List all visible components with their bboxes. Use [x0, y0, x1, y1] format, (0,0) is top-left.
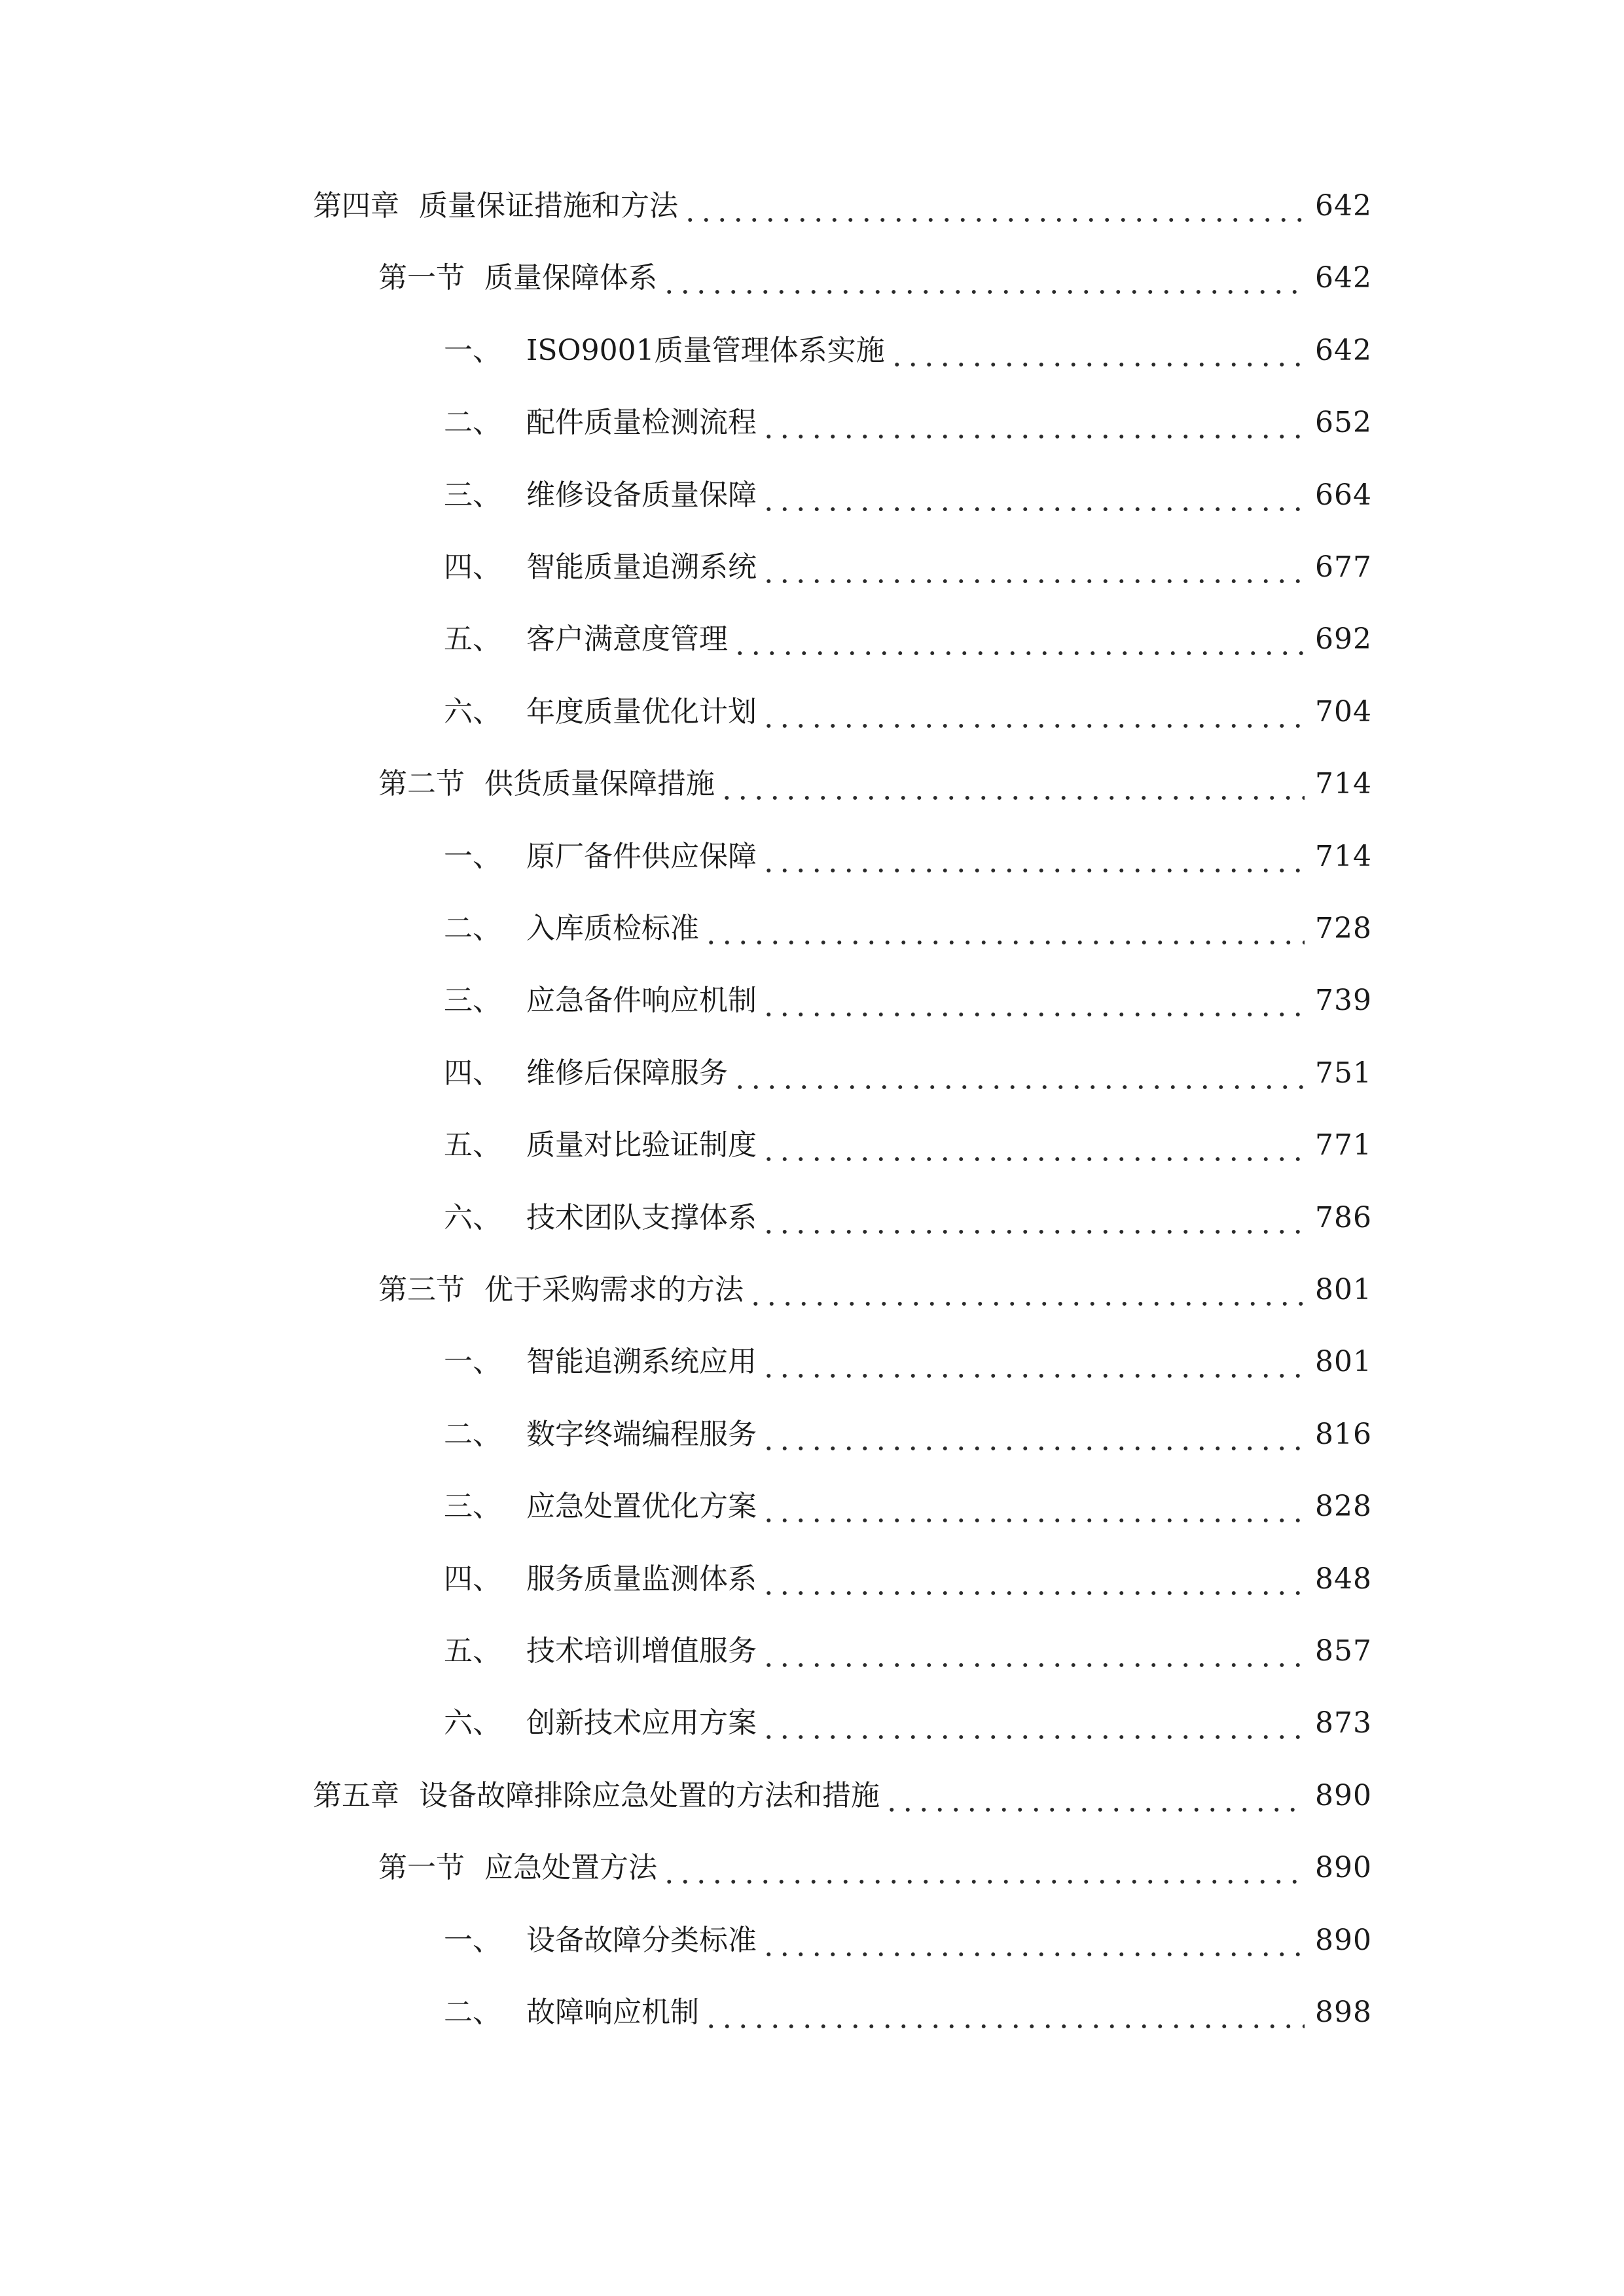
dot-leader — [732, 616, 1305, 663]
toc-entry-title: 服务质量监测体系 — [526, 1562, 757, 1596]
toc-entry-title: 应急处置优化方案 — [526, 1490, 757, 1524]
toc-entry-number: 六、 — [444, 1706, 501, 1740]
toc-entry-page-number: 677 — [1315, 550, 1372, 584]
toc-entry-number: 二、 — [444, 406, 501, 440]
dot-leader — [732, 1050, 1305, 1097]
toc-entry-page-number: 728 — [1315, 912, 1372, 945]
toc-entry-number: 第三节 — [378, 1273, 465, 1306]
toc-entry-title: 设备故障排除应急处置的方法和措施 — [419, 1778, 880, 1812]
toc-entry[interactable] — [313, 1772, 1372, 1820]
toc-entry[interactable] — [444, 1700, 1372, 1747]
toc-entry-number: 第二节 — [378, 767, 465, 801]
toc-entry-title: 应急处置方法 — [484, 1851, 657, 1885]
toc-entry-page-number: 828 — [1315, 1490, 1372, 1524]
dot-leader — [748, 1266, 1305, 1314]
toc-entry-page-number: 714 — [1315, 767, 1372, 801]
toc-entry[interactable] — [378, 255, 1372, 302]
dot-leader — [761, 689, 1305, 736]
toc-entry[interactable] — [444, 833, 1372, 880]
dot-leader — [661, 255, 1305, 302]
toc-entry-title: 创新技术应用方案 — [526, 1706, 757, 1740]
toc-entry-number: 第五章 — [313, 1778, 399, 1812]
toc-entry-title: 技术培训增值服务 — [526, 1634, 757, 1668]
toc-entry-number: 一、 — [444, 839, 501, 873]
toc-entry[interactable] — [444, 1628, 1372, 1675]
toc-entry-page-number: 692 — [1315, 622, 1372, 656]
dot-leader — [682, 183, 1305, 230]
toc-entry-title: 优于采购需求的方法 — [484, 1273, 744, 1306]
toc-entry-page-number: 898 — [1315, 1996, 1372, 2029]
toc-entry-number: 四、 — [444, 1056, 501, 1090]
toc-entry-page-number: 786 — [1315, 1200, 1372, 1234]
toc-entry[interactable] — [378, 761, 1372, 808]
toc-entry[interactable] — [444, 327, 1372, 374]
dot-leader — [761, 1628, 1305, 1675]
dot-leader — [703, 905, 1305, 952]
toc-entry-number: 五、 — [444, 1634, 501, 1668]
toc-entry-title: 供货质量保障措施 — [484, 767, 715, 801]
toc-entry[interactable] — [444, 472, 1372, 519]
toc-entry-page-number: 857 — [1315, 1634, 1372, 1668]
toc-entry-page-number: 801 — [1315, 1273, 1372, 1306]
toc-entry[interactable] — [444, 1483, 1372, 1530]
dot-leader — [719, 761, 1305, 808]
dot-leader — [761, 1122, 1305, 1169]
toc-entry-page-number: 652 — [1315, 406, 1372, 440]
dot-leader — [761, 1338, 1305, 1386]
toc-entry[interactable] — [444, 1411, 1372, 1458]
toc-entry-number: 三、 — [444, 984, 501, 1018]
toc-entry-page-number: 801 — [1315, 1345, 1372, 1379]
toc-entry-number: 四、 — [444, 550, 501, 584]
toc-entry-page-number: 714 — [1315, 839, 1372, 873]
toc-entry[interactable] — [444, 1122, 1372, 1169]
toc-entry-title: ISO9001质量管理体系实施 — [526, 333, 885, 367]
dot-leader — [884, 1772, 1305, 1820]
toc-entry-number: 二、 — [444, 912, 501, 945]
toc-entry-page-number: 751 — [1315, 1056, 1372, 1090]
toc-entry[interactable] — [444, 1194, 1372, 1242]
dot-leader — [761, 1700, 1305, 1747]
dot-leader — [761, 1917, 1305, 1964]
toc-entry-title: 配件质量检测流程 — [526, 406, 757, 440]
toc-entry-number: 二、 — [444, 1417, 501, 1451]
dot-leader — [761, 1411, 1305, 1458]
toc-entry-page-number: 642 — [1315, 333, 1372, 367]
toc-entry-number: 一、 — [444, 333, 501, 367]
toc-entry-title: 技术团队支撑体系 — [526, 1200, 757, 1234]
toc-entry[interactable] — [444, 399, 1372, 446]
dot-leader — [761, 1483, 1305, 1530]
toc-entry-number: 第四章 — [313, 189, 399, 223]
toc-entry-title: 设备故障分类标准 — [526, 1923, 757, 1957]
dot-leader — [761, 472, 1305, 519]
dot-leader — [661, 1844, 1305, 1892]
toc-entry-title: 质量对比验证制度 — [526, 1128, 757, 1162]
toc-entry-page-number: 771 — [1315, 1128, 1372, 1162]
toc-entry-page-number: 704 — [1315, 694, 1372, 728]
toc-entry[interactable] — [444, 544, 1372, 591]
toc-entry[interactable] — [444, 689, 1372, 736]
toc-entry-number: 六、 — [444, 694, 501, 728]
toc-entry-page-number: 890 — [1315, 1923, 1372, 1957]
toc-entry[interactable] — [378, 1266, 1372, 1314]
toc-entry-title: 质量保障体系 — [484, 261, 657, 295]
toc-entry-title: 维修设备质量保障 — [526, 478, 757, 512]
toc-entry-page-number: 873 — [1315, 1706, 1372, 1740]
toc-entry-title: 应急备件响应机制 — [526, 984, 757, 1018]
toc-entry-title: 智能追溯系统应用 — [526, 1345, 757, 1379]
toc-entry-number: 一、 — [444, 1345, 501, 1379]
toc-entry-title: 智能质量追溯系统 — [526, 550, 757, 584]
toc-entry-number: 六、 — [444, 1200, 501, 1234]
dot-leader — [889, 327, 1305, 374]
toc-entry-title: 年度质量优化计划 — [526, 694, 757, 728]
toc-entry-number: 一、 — [444, 1923, 501, 1957]
toc-entry-title: 客户满意度管理 — [526, 622, 728, 656]
toc-entry-page-number: 816 — [1315, 1417, 1372, 1451]
toc-entry[interactable] — [444, 1556, 1372, 1603]
toc-entry-title: 数字终端编程服务 — [526, 1417, 757, 1451]
toc-entry-title: 维修后保障服务 — [526, 1056, 728, 1090]
toc-entry[interactable] — [444, 1050, 1372, 1097]
toc-entry-number: 三、 — [444, 478, 501, 512]
toc-entry-title: 质量保证措施和方法 — [419, 189, 678, 223]
toc-entry-page-number: 664 — [1315, 478, 1372, 512]
dot-leader — [761, 544, 1305, 591]
toc-entry-title: 原厂备件供应保障 — [526, 839, 757, 873]
toc-entry-page-number: 890 — [1315, 1851, 1372, 1885]
toc-entry-number: 五、 — [444, 1128, 501, 1162]
toc-entry[interactable] — [444, 1338, 1372, 1386]
toc-entry[interactable] — [444, 1917, 1372, 1964]
toc-entry-page-number: 739 — [1315, 984, 1372, 1018]
toc-entry[interactable] — [444, 616, 1372, 663]
toc-entry[interactable] — [444, 1989, 1372, 2036]
toc-entry[interactable] — [313, 183, 1372, 230]
toc-entry[interactable] — [378, 1844, 1372, 1892]
toc-entry-number: 四、 — [444, 1562, 501, 1596]
dot-leader — [761, 1556, 1305, 1603]
toc-entry-page-number: 848 — [1315, 1562, 1372, 1596]
toc-entry-title: 故障响应机制 — [526, 1996, 699, 2029]
toc-entry-number: 三、 — [444, 1490, 501, 1524]
toc-entry-number: 第一节 — [378, 1851, 465, 1885]
toc-entry-number: 第一节 — [378, 261, 465, 295]
dot-leader — [703, 1989, 1305, 2036]
toc-entry[interactable] — [444, 977, 1372, 1024]
toc-entry-page-number: 642 — [1315, 261, 1372, 295]
dot-leader — [761, 399, 1305, 446]
dot-leader — [761, 977, 1305, 1024]
toc-entry-number: 二、 — [444, 1996, 501, 2029]
dot-leader — [761, 833, 1305, 880]
toc-entry-page-number: 890 — [1315, 1778, 1372, 1812]
dot-leader — [761, 1194, 1305, 1242]
toc-entry[interactable] — [444, 905, 1372, 952]
toc-entry-number: 五、 — [444, 622, 501, 656]
toc-entry-page-number: 642 — [1315, 189, 1372, 223]
toc-entry-title: 入库质检标准 — [526, 912, 699, 945]
